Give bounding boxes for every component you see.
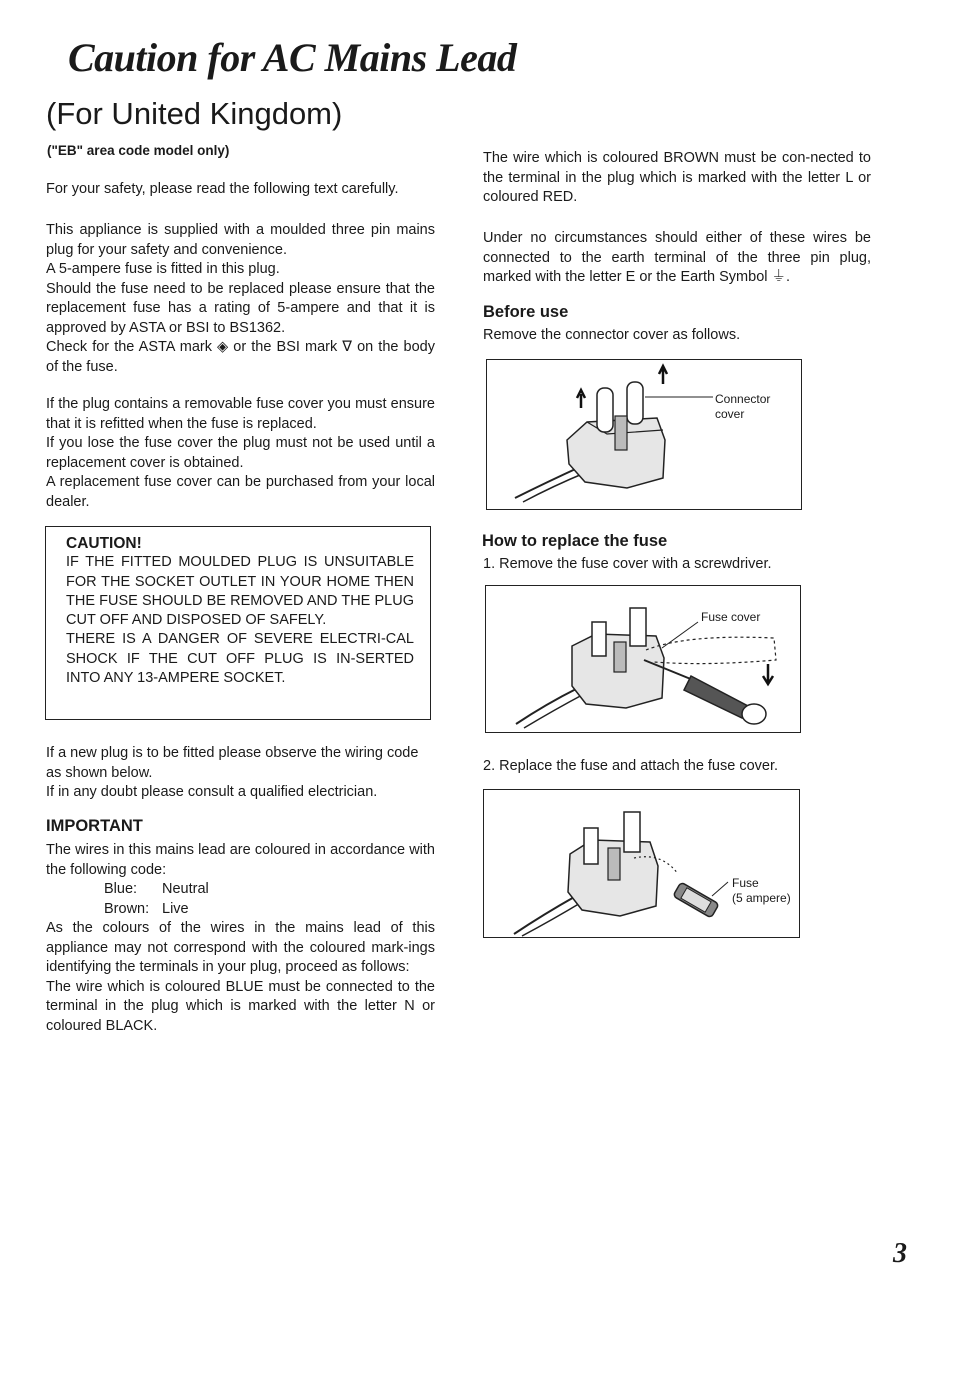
before-use-heading: Before use: [483, 303, 569, 321]
replace-fuse-heading: How to replace the fuse: [482, 532, 668, 550]
fuse-label: [732, 876, 791, 906]
before-use-text: Remove the connector cover as follows.: [483, 327, 741, 343]
connector-cover-label: [715, 392, 770, 422]
wire-value: Live: [162, 900, 189, 917]
caution-line: IF THE FITTED MOULDED PLUG IS UNSUITABLE FOR THE SOCKET OUTLET IN YOUR HOME THEN THE FUSE SHOULD BE REMOVED AND THE PLUG CUT OFF AND DISPOSED OF SAFELY.: [66, 554, 414, 629]
caution-line: THERE IS A DANGER OF SEVERE ELECTRI-CAL SHOCK IF THE CUT OFF PLUG IS IN-SERTED INTO ANY 13-AMPERE SOCKET.: [66, 631, 414, 687]
label-line: (5 ampere): [732, 891, 791, 905]
important-section: [46, 841, 435, 1036]
page-number: 3: [893, 1238, 907, 1269]
page-subtitle: (For United Kingdom): [46, 96, 343, 131]
step-2-text: 2. Replace the fuse and attach the fuse cover.: [483, 758, 779, 774]
wiring-note-line: If in any doubt please consult a qualified electrician.: [46, 784, 378, 800]
wiring-note-section: [46, 744, 435, 803]
page-title: Caution for AC Mains Lead: [68, 35, 517, 80]
plug-illustration: [487, 360, 803, 511]
wire-code-table: [104, 880, 435, 919]
fuse-cover-line: A replacement fuse cover can be purchased from your local dealer.: [46, 474, 435, 510]
important-para: The wire which is coloured BLUE must be connected to the terminal in the plug which is marked with the letter N or coloured BLACK.: [46, 978, 435, 1034]
fuse-cover-line: If you lose the fuse cover the plug must not be used until a replacement cover is obtained.: [46, 435, 435, 471]
replace-fuse-diagram: [483, 789, 800, 938]
intro-text: For your safety, please read the following text carefully.: [46, 181, 399, 197]
screwdriver-illustration: [486, 586, 802, 734]
fuse-cover-label: Fuse cover: [701, 610, 761, 624]
caution-box: [45, 526, 431, 720]
earth-para: Under no circumstances should either of these wires be connected to the earth terminal of the three pin plug, marked with the letter E or the Earth Symbol ⏚.: [483, 230, 871, 285]
step-1-text: 1. Remove the fuse cover with a screwdriver.: [483, 556, 772, 572]
fuse-info-line: A 5-ampere fuse is fitted in this plug.: [46, 261, 280, 277]
label-line: cover: [715, 407, 745, 421]
remove-fuse-cover-diagram: [485, 585, 801, 733]
fuse-info-line: This appliance is supplied with a moulded three pin mains plug for your safety and convenience.: [46, 222, 435, 258]
important-intro: The wires in this mains lead are coloured in accordance with the following code:: [46, 842, 435, 878]
wire-row-brown: [104, 900, 435, 920]
wire-value: Neutral: [162, 881, 209, 897]
fuse-cover-section: [46, 395, 435, 512]
important-heading: IMPORTANT: [46, 817, 143, 835]
fuse-info-line: Should the fuse need to be replaced please ensure that the replacement fuse has a rating of 5-ampere and that it is approved by ASTA or BSI to BS1362.: [46, 280, 435, 336]
wire-key: Blue:: [104, 881, 138, 897]
connector-cover-diagram: [486, 359, 802, 510]
label-line: Fuse: [732, 876, 759, 890]
fuse-illustration: [484, 790, 801, 939]
wiring-note-line: If a new plug is to be fitted please observe the wiring code as shown below.: [46, 745, 419, 781]
wire-row-blue: [104, 880, 435, 900]
fuse-info-section: [46, 221, 435, 377]
fuse-cover-line: If the plug contains a removable fuse cover you must ensure that it is refitted when the fuse is replaced.: [46, 396, 435, 432]
wire-key: Brown:: [104, 900, 150, 917]
fuse-info-line: Check for the ASTA mark ◈ or the BSI mark ∇ on the body of the fuse.: [46, 339, 435, 375]
important-para: As the colours of the wires in the mains lead of this appliance may not correspond with the coloured mark-ings identifying the terminals in your plug, proceed as follows:: [46, 920, 435, 975]
model-note: ("EB" area code model only): [47, 143, 230, 158]
label-line: Connector: [715, 392, 771, 406]
brown-wire-para: The wire which is coloured BROWN must be con-nected to the terminal in the plug which is marked with the letter L or coloured RED.: [483, 150, 871, 205]
caution-title: CAUTION!: [66, 535, 142, 552]
